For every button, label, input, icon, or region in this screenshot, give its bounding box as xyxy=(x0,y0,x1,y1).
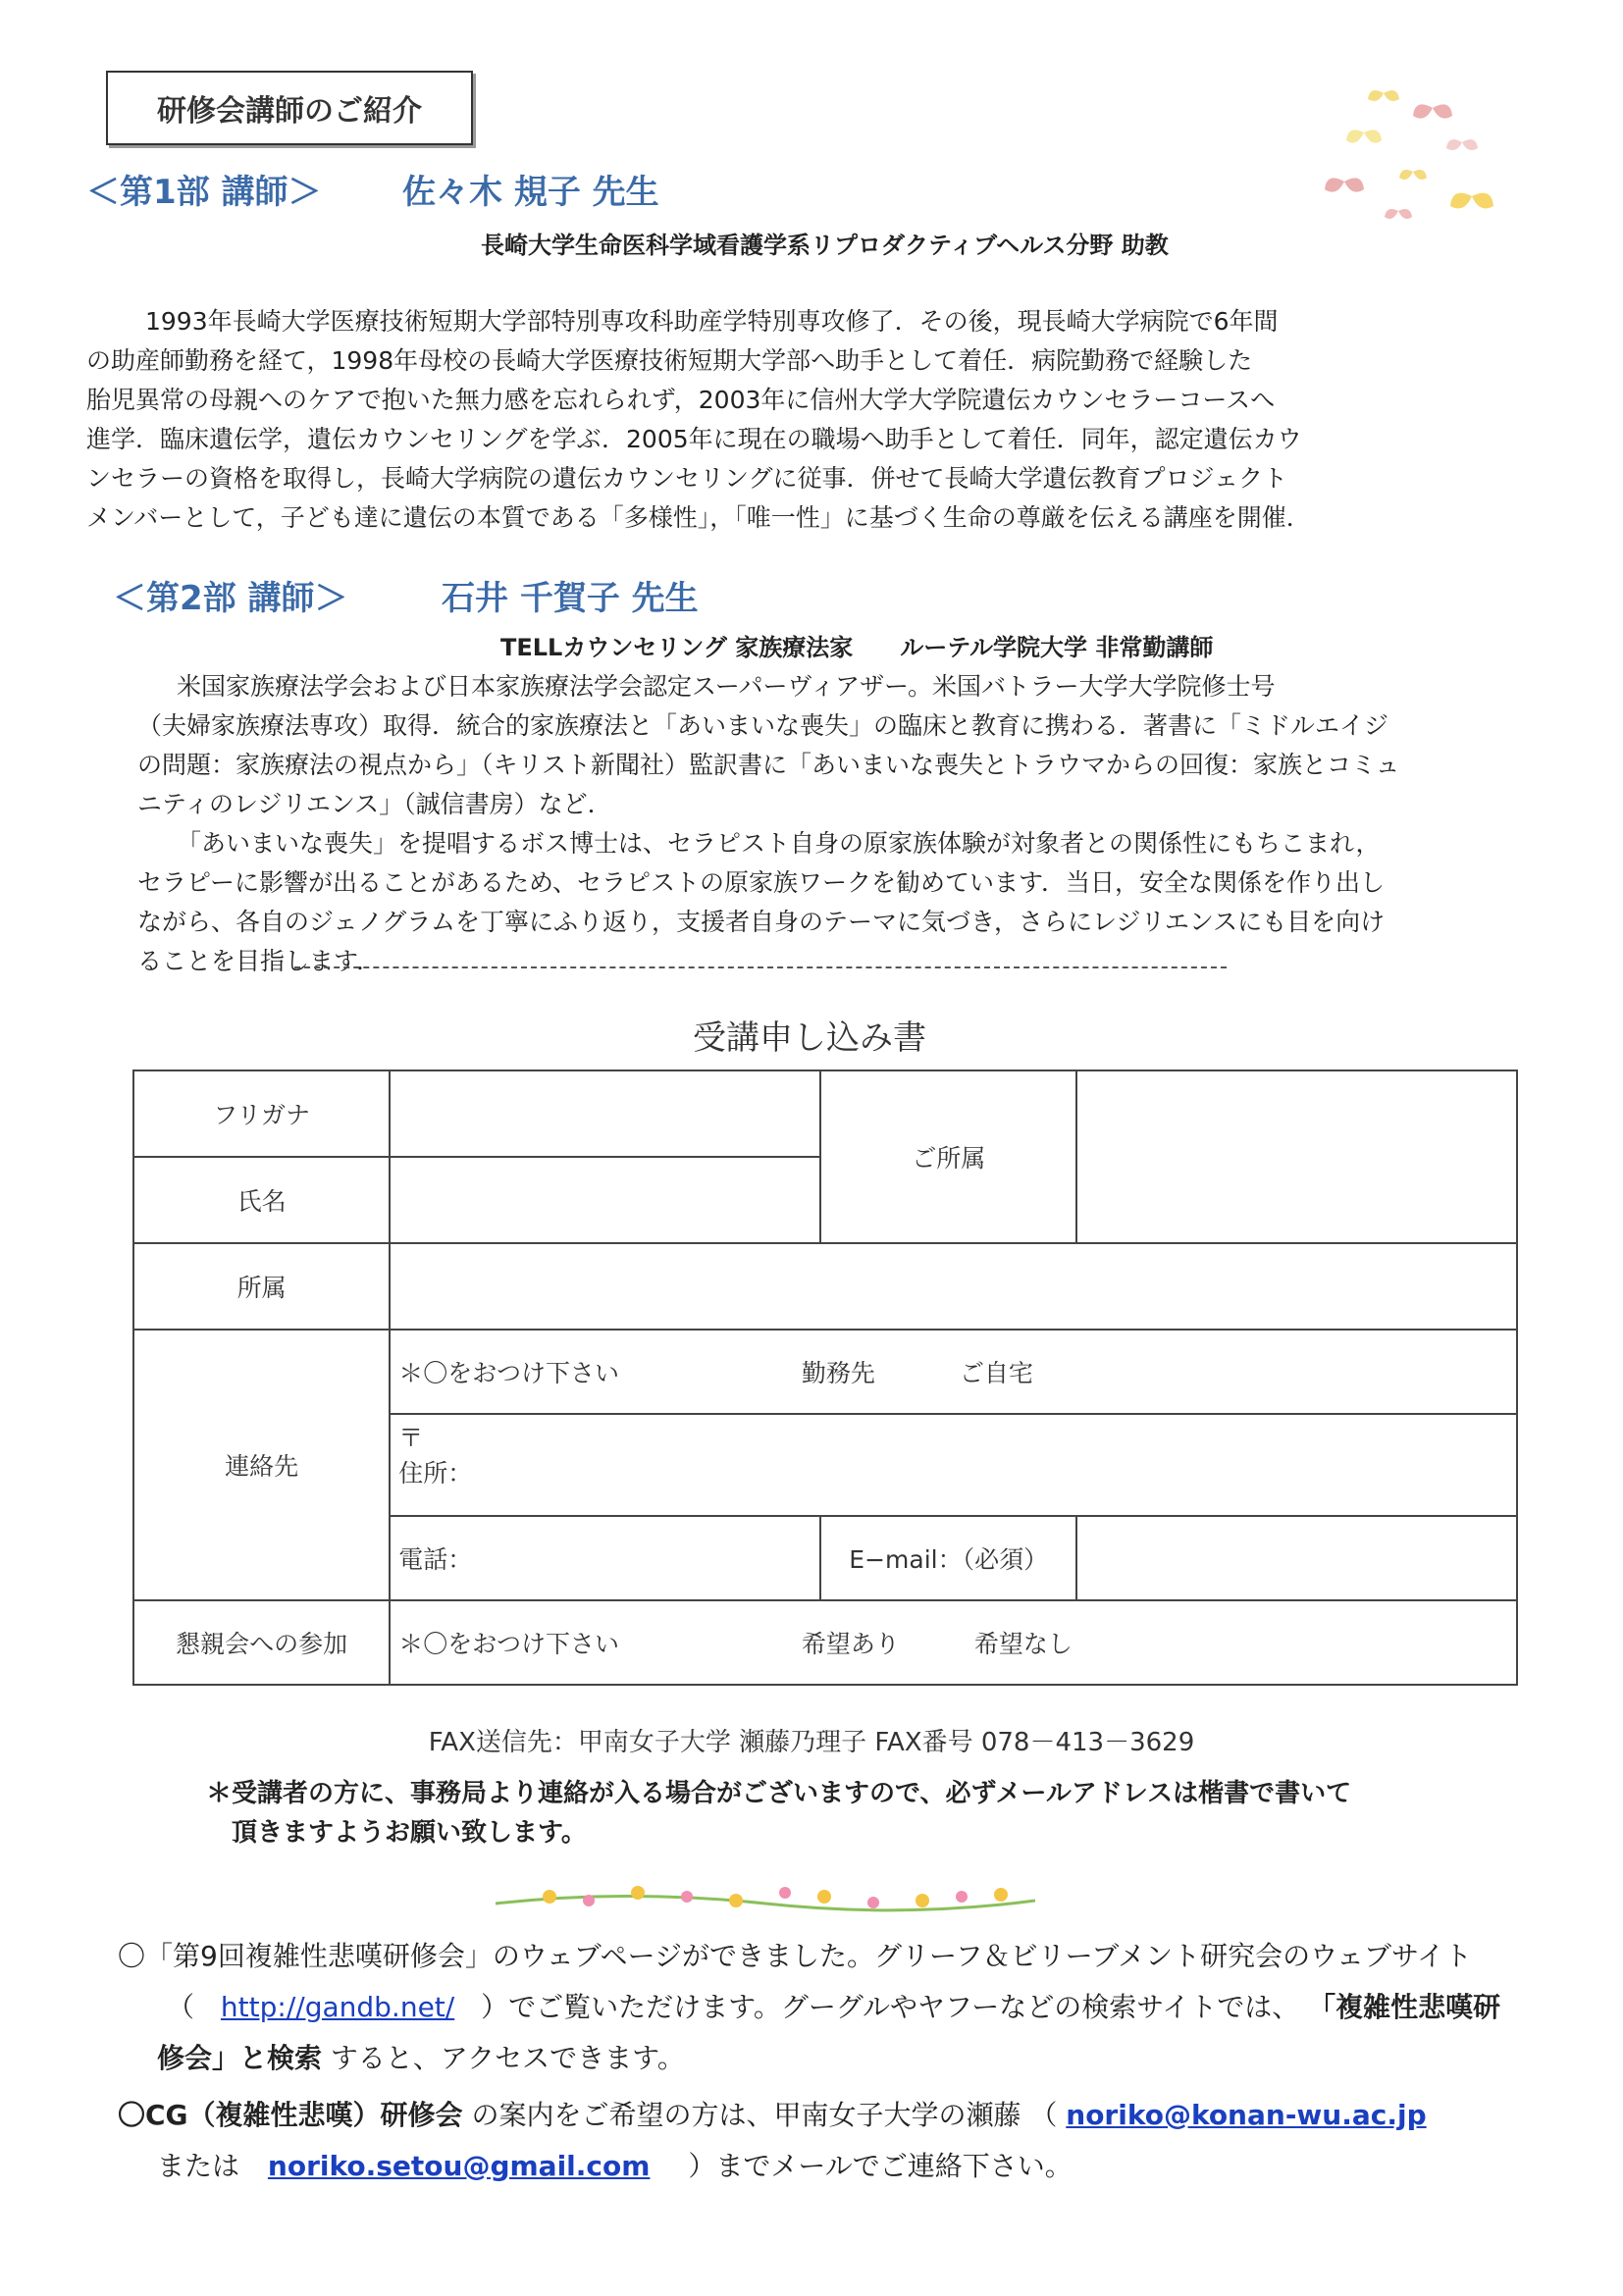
furigana-field[interactable] xyxy=(390,1070,820,1157)
website-info-paren: （ xyxy=(167,1991,195,2023)
part2-affiliation: TELLカウンセリング 家族療法家 ルーテル学院大学 非常勤講師 xyxy=(500,634,1214,661)
party-choice-cell[interactable] xyxy=(390,1600,1517,1685)
part1-bio-line: ンセラーの資格を取得し，長崎大学病院の遺伝カウンセリングに従事．併せて長崎大学遺伝教育プロジェクト xyxy=(86,464,1288,493)
furigana-label: フリガナ xyxy=(133,1070,390,1157)
part2-bio-line: 米国家族療法学会および日本家族療法学会認定スーパーヴィアザー。米国バトラー大学大学院修士号 xyxy=(177,672,1276,701)
contact-option-home[interactable]: ご自宅 xyxy=(959,1359,1033,1387)
part2-bio xyxy=(137,667,1531,981)
part2-bio-line: ながら、各自のジェノグラムを丁寧にふり返り，支援者自身のテーマに気づき，さらにレジリエンスにも目を向け xyxy=(137,908,1386,936)
search-keyword-text: 修会」と検索 xyxy=(157,2042,323,2074)
email-notice-line1: ＊受講者の方に、事務局より連絡が入る場合がございますので、必ずメールアドレスは楷書で書いて xyxy=(206,1779,1352,1808)
part1-bio xyxy=(86,302,1539,538)
website-link[interactable]: http://gandb.net/ xyxy=(220,1991,455,2023)
party-instruction: ＊〇をおつけ下さい xyxy=(398,1630,619,1658)
part1-bio-line: メンバーとして，子ども達に遺伝の本質である「多様性」，「唯一性」に基づく生命の尊厳を伝える講座を開催． xyxy=(86,503,1311,532)
part2-bio-line: セラピーに影響が出ることがあるため、セラピストの原家族ワークを勧めています．当日，安全な関係を作り出し xyxy=(137,868,1386,897)
form-title: 受講申し込み書 xyxy=(693,1018,926,1058)
mailing-info xyxy=(118,2090,1541,2192)
name-field[interactable] xyxy=(390,1157,820,1243)
part1-heading: ＜第1部 講師＞ xyxy=(86,173,322,212)
contact-option-work[interactable]: 勤務先 xyxy=(801,1359,875,1387)
fax-info: FAX送信先：甲南女子大学 瀬藤乃理子 FAX番号 078－413－3629 xyxy=(428,1728,1195,1757)
part1-affiliation: 長崎大学生命医科学域看護学系リプロダクティブヘルス分野 助教 xyxy=(481,232,1169,259)
section-title: 研修会講師のご紹介 xyxy=(157,94,422,129)
email-link-primary[interactable]: noriko@konan-wu.ac.jp xyxy=(1066,2099,1427,2131)
website-info-text: 〇「第9回複雑性悲嘆研修会」のウェブページができました。グリーフ＆ビリーブメント研究会のウェブサイト xyxy=(118,1940,1473,1972)
cg-seminar-text: 〇CG（複雑性悲嘆）研修会 xyxy=(118,2099,463,2131)
contact-choice-cell[interactable] xyxy=(390,1330,1517,1414)
email-label: E−mail：（必須） xyxy=(820,1516,1077,1600)
part1-bio-line: 1993年長崎大学医療技術短期大学部特別専攻科助産学特別専攻修了．その後，現長崎大学病院で6年間 xyxy=(145,307,1279,336)
affiliation-label: 所属 xyxy=(133,1243,390,1330)
part2-bio-line: ニティのレジリエンス」（誠信書房）など． xyxy=(137,790,612,818)
part1-bio-line: 胎児異常の母親へのケアで抱いた無力感を忘れられず，2003年に信州大学大学院遺伝カウンセラーコースへ xyxy=(86,386,1276,414)
email-field[interactable] xyxy=(1076,1516,1517,1600)
email-link-secondary[interactable]: noriko.setou@gmail.com xyxy=(267,2150,651,2182)
part2-heading: ＜第2部 講師＞ xyxy=(113,579,348,618)
website-info xyxy=(118,1931,1541,2084)
website-info-text: ）でご覧いただけます。グーグルやヤフーなどの検索サイトでは、 xyxy=(481,1991,1300,2023)
search-keyword-text: 「複雑性悲嘆研 xyxy=(1308,1991,1501,2023)
phone-field[interactable] xyxy=(390,1516,820,1600)
address-label: 住所： xyxy=(398,1459,473,1487)
butterfly-decoration-icon xyxy=(1325,83,1501,231)
part1-bio-line: の助産師勤務を経て，1998年母校の長崎大学医療技術短期大学部へ助手として着任．病院勤務で経験した xyxy=(86,346,1253,375)
dashed-divider xyxy=(294,966,1227,968)
address-field[interactable] xyxy=(390,1414,1517,1516)
part2-speaker: 石井 千賀子 先生 xyxy=(442,579,699,618)
part2-bio-line: 「あいまいな喪失」を提唱するボス博士は、セラピスト自身の原家族体験が対象者との関係性にもちこまれ， xyxy=(177,829,1381,858)
party-option-no[interactable]: 希望なし xyxy=(973,1630,1073,1658)
affiliation-field[interactable] xyxy=(390,1243,1517,1330)
part2-bio-line: の問題：家族療法の視点から」（キリスト新聞社）監訳書に「あいまいな喪失とトラウマからの回復：家族とコミュ xyxy=(137,751,1400,779)
dept-label: ご所属 xyxy=(820,1070,1077,1243)
section-title-box xyxy=(106,71,473,145)
mailing-info-or: または xyxy=(157,2150,240,2182)
mailing-info-text: ）までメールでご連絡下さい。 xyxy=(688,2150,1073,2182)
flower-vine-decoration-icon xyxy=(491,1879,1040,1918)
part2-bio-line: ることを目指します． xyxy=(137,947,382,975)
application-form xyxy=(132,1070,1518,1686)
name-label: 氏名 xyxy=(133,1157,390,1243)
contact-label: 連絡先 xyxy=(133,1330,390,1600)
part1-speaker: 佐々木 規子 先生 xyxy=(402,173,659,212)
email-notice xyxy=(206,1774,1511,1852)
email-notice-line2: 頂きますようお願い致します。 xyxy=(232,1818,587,1848)
dept-field[interactable] xyxy=(1076,1070,1517,1243)
contact-instruction: ＊〇をおつけ下さい xyxy=(398,1359,619,1387)
party-label: 懇親会への参加 xyxy=(133,1600,390,1685)
party-option-yes[interactable]: 希望あり xyxy=(801,1630,900,1658)
postal-mark: 〒 xyxy=(398,1424,424,1452)
part2-bio-line: （夫婦家族療法専攻）取得．統合的家族療法と「あいまいな喪失」の臨床と教育に携わる．著書に「ミドルエイジ xyxy=(137,711,1389,740)
part1-bio-line: 進学．臨床遺伝学，遺伝カウンセリングを学ぶ．2005年に現在の職場へ助手として着任．同年，認定遺伝カウ xyxy=(86,425,1302,453)
phone-label: 電話： xyxy=(398,1545,473,1574)
mailing-info-text: の案内をご希望の方は、甲南女子大学の瀬藤 （ xyxy=(471,2099,1058,2131)
website-info-text: すると、アクセスできます。 xyxy=(330,2042,685,2074)
